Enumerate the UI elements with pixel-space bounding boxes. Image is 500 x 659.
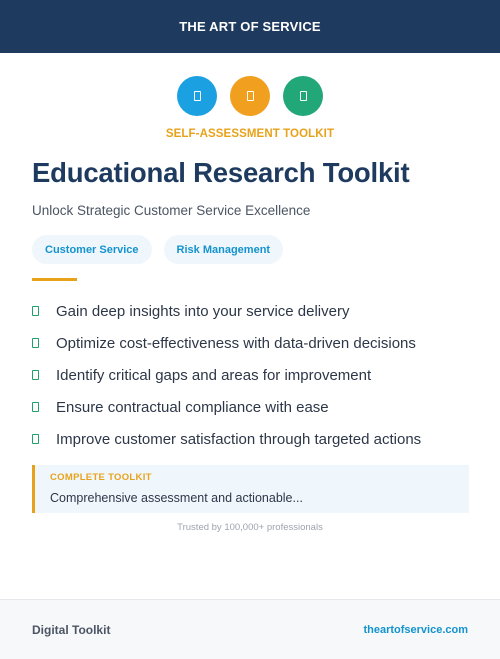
list-item: Improve customer satisfaction through targeted actions (32, 423, 472, 455)
check-icon (32, 306, 39, 316)
document-icon (247, 91, 254, 101)
benefit-list (32, 295, 472, 455)
brand-name: THE ART OF SERVICE (179, 19, 321, 34)
tag-customer-service[interactable]: Customer Service (32, 235, 152, 264)
document-icon (300, 91, 307, 101)
list-item: Identify critical gaps and areas for improvement (32, 359, 472, 391)
document-icon-orange (230, 76, 270, 116)
document-icon (194, 91, 201, 101)
list-item: Gain deep insights into your service delivery (32, 295, 472, 327)
website-link[interactable]: theartofservice.com (363, 623, 468, 636)
trusted-note: Trusted by 100,000+ professionals (177, 522, 323, 533)
footer-bar (0, 599, 500, 659)
tag-list (32, 235, 283, 264)
icon-row (0, 76, 500, 116)
check-icon (32, 402, 39, 412)
document-icon-green (283, 76, 323, 116)
tag-risk-management[interactable]: Risk Management (164, 235, 284, 264)
list-item: Optimize cost-effectiveness with data-driven decisions (32, 327, 472, 359)
page-title: Educational Research Toolkit (32, 157, 410, 188)
page-subtitle: Unlock Strategic Customer Service Excellence (32, 203, 311, 218)
check-icon (32, 370, 39, 380)
check-icon (32, 434, 39, 444)
list-item: Ensure contractual compliance with ease (32, 391, 472, 423)
check-icon (32, 338, 39, 348)
header-bar (0, 0, 500, 53)
accent-divider (32, 278, 77, 281)
callout-label: COMPLETE TOOLKIT (50, 472, 152, 483)
document-icon-blue (177, 76, 217, 116)
footer-label: Digital Toolkit (32, 622, 111, 637)
eyebrow-label: SELF-ASSESSMENT TOOLKIT (165, 128, 335, 140)
toolkit-callout (32, 465, 469, 513)
callout-text: Comprehensive assessment and actionable... (50, 491, 303, 505)
